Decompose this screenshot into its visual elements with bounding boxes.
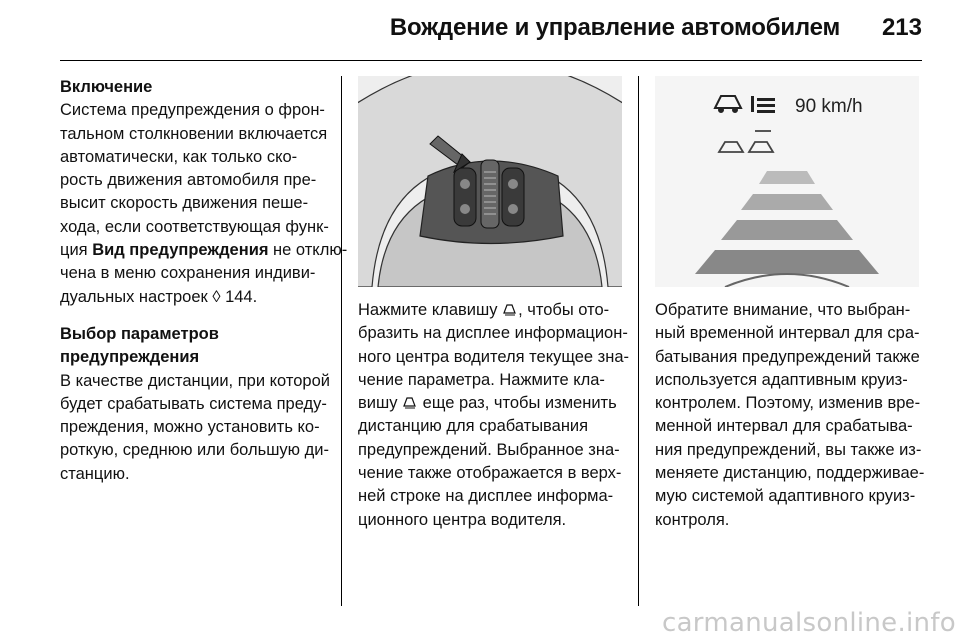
text-line: Система предупреждения о фрон- <box>60 101 325 120</box>
text-line: меняете дистанцию, поддерживае- <box>655 464 925 483</box>
text-line: чена в меню сохранения индиви- <box>60 264 316 283</box>
bold-term-warning-view: Вид предупреждения <box>92 241 269 260</box>
text-line: ния предупреждений, вы также из- <box>655 440 922 459</box>
text-line: Обратите внимание, что выбран- <box>655 301 911 319</box>
text-line: чение параметра. Нажмите кла- <box>358 370 605 389</box>
text-line: станцию. <box>60 464 130 483</box>
text-line: контроля. <box>655 510 730 529</box>
steering-wheel-illustration <box>358 76 622 287</box>
section-heading-activation: Включение <box>60 78 153 96</box>
text-line: будет срабатывать система преду- <box>60 394 327 413</box>
text-line: тальном столкновении включается <box>60 124 328 143</box>
text-column-1 <box>60 76 348 486</box>
section-heading-parameters: Выбор параметров <box>60 324 219 343</box>
text-line: ция Вид предупреждения не отклю- <box>60 241 348 260</box>
text-line: роткую, среднюю или большую ди- <box>60 441 329 460</box>
page-title: Вождение и управление автомобилем <box>389 14 840 41</box>
text-line: менной интервал для срабатыва- <box>655 417 913 436</box>
text-line: дуальных настроек ◊ 144. <box>60 287 258 306</box>
text-line: высит скорость движения пеше- <box>60 194 309 213</box>
text-line: ный временной интервал для сра- <box>655 324 920 343</box>
watermark: carmanualsonline.info <box>661 608 956 638</box>
driver-info-display-figure <box>655 76 919 287</box>
display-illustration <box>655 76 919 287</box>
distance-button-icon <box>402 394 418 410</box>
text-line: используется адаптивным круиз- <box>655 370 908 389</box>
text-column-2 <box>358 299 630 532</box>
text-line: вишу еще раз, чтобы изменить <box>358 394 617 413</box>
column-divider-1 <box>341 76 342 606</box>
text-line: ционного центра водителя. <box>358 510 567 529</box>
text-line: бразить на дисплее информацион- <box>358 324 628 343</box>
page-reference-link[interactable]: ◊ 144. <box>212 287 258 306</box>
section-heading-parameters-2: предупреждения <box>60 348 200 367</box>
page-number: 213 <box>881 14 922 41</box>
text-line: рость движения автомобиля пре- <box>60 171 317 190</box>
text-line: контролем. Поэтому, изменив вре- <box>655 394 921 413</box>
text-line: В качестве дистанции, при которой <box>60 371 330 390</box>
text-line: дистанцию для срабатывания <box>358 417 589 436</box>
text-line: Нажмите клавишу , чтобы ото- <box>358 301 610 319</box>
text-column-3 <box>655 299 923 532</box>
distance-button-icon <box>502 301 518 317</box>
text-line: чение также отображается в верх- <box>358 464 622 483</box>
text-line: батывания предупреждений также <box>655 347 920 366</box>
header-divider <box>60 60 922 61</box>
text-line: мую системой адаптивного круиз- <box>655 487 916 506</box>
column-divider-2 <box>638 76 639 606</box>
text-line: ней строке на дисплее информа- <box>358 487 614 506</box>
steering-wheel-figure <box>358 76 622 287</box>
text-line: предупреждений. Выбранное зна- <box>358 440 620 459</box>
text-line: преждения, можно установить ко- <box>60 418 320 437</box>
text-line: ного центра водителя текущее зна- <box>358 347 630 366</box>
reference-arrow-icon: ◊ <box>212 287 221 306</box>
text-line: автоматически, как только ско- <box>60 147 298 166</box>
speed-readout: 90 km/h <box>795 96 863 117</box>
text-line: хода, если соответствующая функ- <box>60 217 329 236</box>
